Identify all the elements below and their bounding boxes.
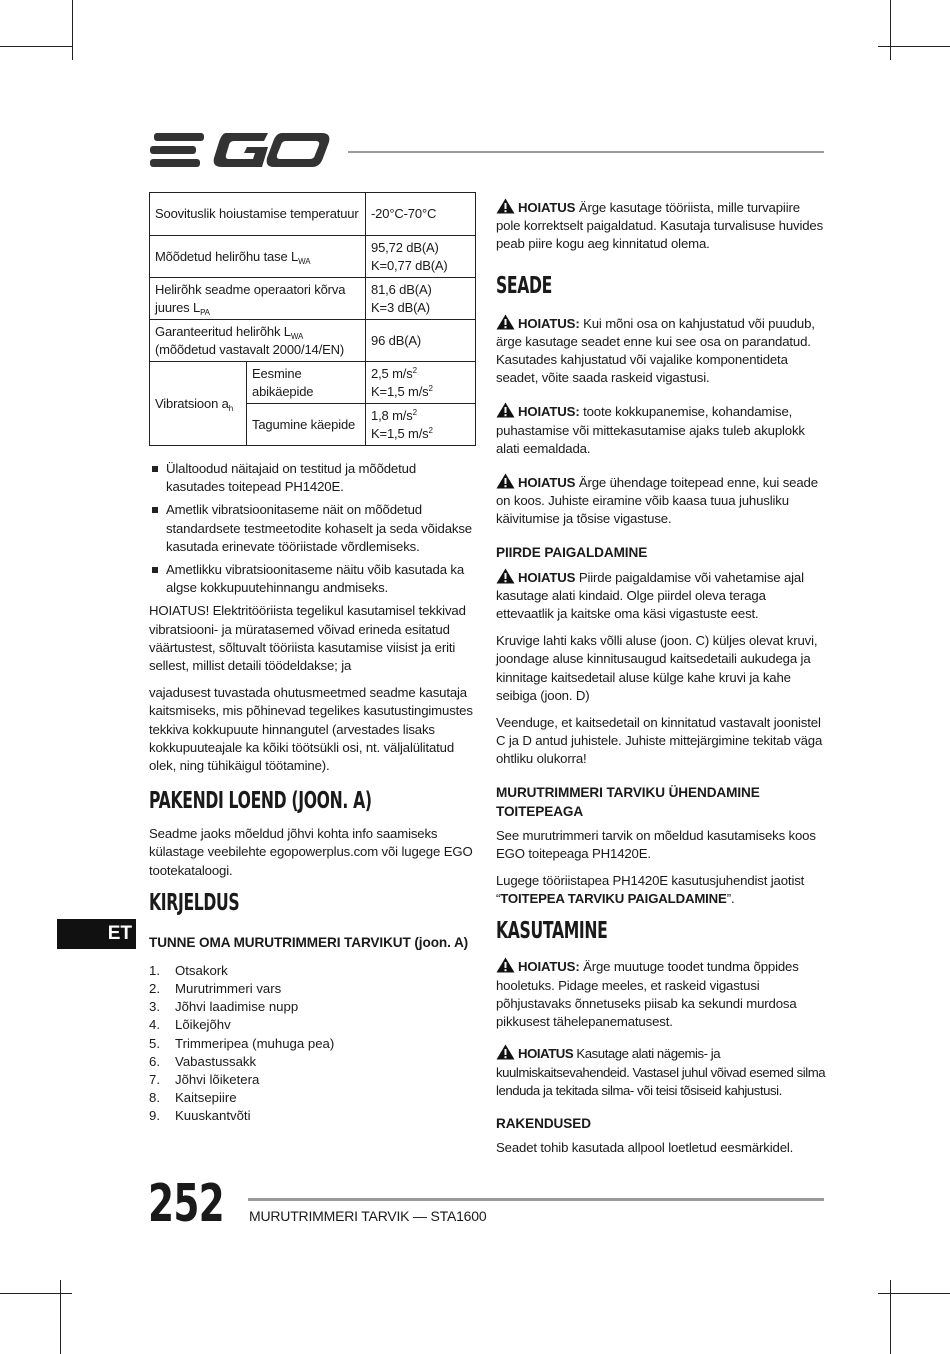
list-number: 1. xyxy=(149,962,160,978)
crop-mark xyxy=(0,1293,72,1294)
table-cell xyxy=(366,320,476,362)
rakendused-heading: RAKENDUSED xyxy=(496,1115,591,1131)
veenduge-paragraph: Veenduge, et kaitsedetail on kinnitatud vastavalt joonistel C ja D antud juhistele. Juhiste mittejärgimine tekitab väga ohtliku olukorra! xyxy=(496,715,823,767)
warning-text: Ärge muutuge toodet tundma õppides hooletuks. Pidage meeles, et raskeid vigastusi põhjustavaks õnnetuseks piisab ka sekundi murdosa pikkusest tähelepanematusest. xyxy=(496,959,799,1030)
table-cell xyxy=(150,193,366,236)
crop-mark xyxy=(60,1280,61,1354)
part-name: Vabastussakk xyxy=(175,1053,257,1069)
table-cell xyxy=(366,236,476,278)
parts-list xyxy=(149,962,476,1126)
list-number: 9. xyxy=(149,1108,160,1124)
crop-mark xyxy=(0,46,72,47)
list-item xyxy=(149,1089,476,1107)
seade-heading: SEADE xyxy=(496,272,553,299)
warning-paragraph xyxy=(496,1044,826,1100)
kruvige-paragraph: Kruvige lahti kaks võlli aluse (joon. C) küljes olevat kruvi, joondage aluse kinnitusaugud kaitsedetaili aukudega ja kinnitage kaitsedetail aluse külge kahe kruvi ja kahe seibiga (joon. D) xyxy=(496,633,818,703)
table-row xyxy=(150,362,476,404)
spec-table xyxy=(149,192,476,446)
list-item xyxy=(149,1053,476,1071)
table-row xyxy=(150,278,476,320)
tunne-heading: TUNNE OMA MURUTRIMMERI TARVIKUT (joon. A) xyxy=(149,934,469,950)
list-item: Ülaltoodud näitajaid on testitud ja mõõdetud kasutades toitepead PH1420E. xyxy=(149,460,476,496)
vibration-sub: h xyxy=(228,403,234,413)
unit-sup: 2 xyxy=(428,425,433,435)
table-cell xyxy=(366,193,476,236)
unit-sup: 2 xyxy=(412,408,417,417)
table-cell xyxy=(366,362,476,404)
crop-mark xyxy=(890,0,891,60)
warning-icon xyxy=(496,1044,515,1060)
language-tab: ET xyxy=(57,919,136,949)
lugege-text: Lugege tööriistapea PH1420E kasutusjuhendist jaotist “ xyxy=(496,873,805,907)
lpa-sub: PA xyxy=(200,307,210,317)
guaranteed-label: Garanteeritud helirõhk L xyxy=(155,324,291,339)
warning-word: HOIATUS xyxy=(518,1046,574,1062)
warning-label xyxy=(496,198,575,217)
table-cell xyxy=(150,236,366,278)
seadet-paragraph: Seadet tohib kasutada allpool loetletud eesmärkidel. xyxy=(496,1139,794,1155)
warning-icon xyxy=(496,314,515,330)
table-cell xyxy=(150,278,366,320)
uhendamine-heading: MURUTRIMMERI TARVIKU ÜHENDAMINE TOITEPEAGA xyxy=(496,784,760,819)
warning-word: HOIATUS: xyxy=(518,404,580,420)
warning-icon xyxy=(496,473,515,489)
crop-mark xyxy=(890,1280,891,1354)
lpa-label: Helirõhk seadme operaatori kõrva juures L xyxy=(155,282,346,315)
header-rule xyxy=(348,151,824,153)
front-handle-uncertainty: K=1,5 m/s xyxy=(371,383,429,399)
list-number: 8. xyxy=(149,1090,160,1106)
vajadusest-paragraph: vajadusest tuvastada ohutusmeetmed seadme kasutaja kaitsmiseks, mis põhinevad tegelikes kasutustingimustes tekkiva kokkupuute hinnangutel (arvestades lisaks kokkupuuteajale ka kõiki töötsükli osi, nt. väljalülitatud olek, ning tühikäigul töötamine). xyxy=(149,685,473,774)
part-name: Jõhvi lõiketera xyxy=(175,1072,260,1088)
warning-word: HOIATUS xyxy=(518,475,576,491)
warning-paragraph xyxy=(496,568,826,624)
rear-handle-uncertainty: K=1,5 m/s xyxy=(371,425,429,441)
warning-label xyxy=(496,957,580,976)
warning-label xyxy=(496,473,575,492)
list-number: 7. xyxy=(149,1072,160,1088)
lwa-sub: WA xyxy=(298,256,311,266)
list-item xyxy=(149,998,476,1016)
warning-icon xyxy=(496,568,515,584)
list-number: 6. xyxy=(149,1053,160,1069)
part-name: Otsakork xyxy=(175,962,228,978)
warning-label xyxy=(496,314,580,333)
list-item xyxy=(149,1107,476,1125)
crop-mark xyxy=(878,46,950,47)
list-item xyxy=(149,1035,476,1053)
list-number: 4. xyxy=(149,1017,160,1033)
part-name: Jõhvi laadimise nupp xyxy=(175,999,299,1015)
list-item xyxy=(149,980,476,998)
warning-paragraph xyxy=(496,402,826,458)
lugege-paragraph xyxy=(496,872,826,908)
list-item: Ametlikku vibratsioonitaseme näitu võib kasutada ka algse kokkupuutehinnangu andmiseks. xyxy=(149,561,476,597)
storage-value: -20°C-70°C xyxy=(371,206,437,222)
warning-word: HOIATUS: xyxy=(518,959,580,975)
lugege-reference: TOITEPEA TARVIKU PAIGALDAMINE xyxy=(500,891,727,907)
table-row xyxy=(150,320,476,362)
rear-handle-label: Tagumine käepide xyxy=(252,416,356,432)
storage-label: Soovituslik hoiustamise temperatuur xyxy=(155,206,359,222)
table-row xyxy=(150,193,476,236)
warning-icon xyxy=(496,957,515,973)
guaranteed-note: (mõõdetud vastavalt 2000/14/EN) xyxy=(155,341,345,357)
ego-logo-mark xyxy=(150,128,332,172)
warning-word: HOIATUS xyxy=(518,569,576,585)
right-column xyxy=(496,198,826,1166)
footer-title: MURUTRIMMERI TARVIK — STA1600 xyxy=(249,1208,487,1224)
warning-paragraph xyxy=(496,314,826,388)
part-name: Kuuskantvõti xyxy=(175,1108,251,1124)
warning-paragraph xyxy=(496,957,826,1031)
rear-handle-value: 1,8 m/s xyxy=(371,408,413,423)
warning-word: HOIATUS xyxy=(518,200,576,215)
vibration-label: Vibratsioon a xyxy=(155,395,229,411)
pakendi-paragraph: Seadme jaoks mõeldud jõhvi kohta info saamiseks külastage veebilehte egopowerplus.com või lugege EGO tootekataloogi. xyxy=(149,826,473,878)
left-column xyxy=(149,192,476,1126)
table-cell xyxy=(150,362,247,446)
part-name: Trimmeripea (muhuga pea) xyxy=(175,1035,335,1051)
list-item: Ametlik vibratsioonitaseme näit on mõõdetud standardsete testmeetodite kohaselt ja seda võidakse kasutada erinevate tööriistade võrdlemiseks. xyxy=(149,501,476,556)
see-paragraph: See murutrimmeri tarvik on mõeldud kasutamiseks koos EGO toitepeaga PH1420E. xyxy=(496,827,816,861)
warning-paragraph xyxy=(496,473,826,529)
page-number: 252 xyxy=(148,1174,224,1234)
warning-text: Ärge ühendage toitepead enne, kui seade on koos. Juhiste eiramine võib kaasa tuua juhusliku käivitumise ja tõsise vigastuse. xyxy=(496,475,818,527)
part-name: Lõikejõhv xyxy=(175,1017,231,1033)
table-cell xyxy=(247,362,366,404)
list-number: 2. xyxy=(149,981,160,997)
pakendi-heading: PAKENDI LOEND (JOON. A) xyxy=(149,788,372,815)
warning-text: toote kokkupanemise, kohandamise, puhastamise või mittekasutamise ajaks tuleb akuplokk alati eemaldada. xyxy=(496,404,805,456)
warning-word: HOIATUS: xyxy=(518,315,580,331)
list-item xyxy=(149,962,476,980)
warning-label xyxy=(496,568,575,587)
part-name: Kaitsepiire xyxy=(175,1090,237,1106)
crop-mark xyxy=(878,1293,950,1294)
warning-icon xyxy=(496,402,515,418)
front-handle-label: Eesmine abikäepide xyxy=(252,366,314,399)
warning-paragraph xyxy=(496,198,826,254)
part-name: Murutrimmeri vars xyxy=(175,981,282,997)
lwa-value: 95,72 dB(A) xyxy=(371,240,439,255)
list-item xyxy=(149,1016,476,1034)
front-handle-value: 2,5 m/s xyxy=(371,366,413,381)
piirde-heading: PIIRDE PAIGALDAMINE xyxy=(496,544,648,560)
kasutamine-heading: KASUTAMINE xyxy=(496,918,608,945)
unit-sup: 2 xyxy=(428,383,433,393)
warning-text: Piirde paigaldamise või vahetamise ajal kasutage alati kindaid. Olge piirdel oleva teraga ettevaatlik ja kaitske oma käsi vigastuste eest. xyxy=(496,569,804,622)
warning-icon xyxy=(496,198,515,214)
guaranteed-value: 96 dB(A) xyxy=(371,332,422,348)
notes-list xyxy=(149,460,476,597)
kirjeldus-heading: KIRJELDUS xyxy=(149,889,240,916)
unit-sup: 2 xyxy=(412,366,417,375)
guaranteed-sub: WA xyxy=(290,332,304,341)
warning-text: Kui mõni osa on kahjustatud või puudub, ärge kasutage seadet enne kui see osa on parandatud. Kasutades kahjustatud või vajalike komponentideta seadet, võite saada raskeid vigastusi. xyxy=(496,315,815,386)
hoiatus-paragraph: HOIATUS! Elektritööriista tegelikul kasutamisel tekkivad vibratsiooni- ja müratasemed võivad erineda esitatud väärtustest, sõltuvalt tööriista kasutamise viisist ja eriti sellest, millist detaili töödeldakse; ja xyxy=(149,603,466,674)
list-number: 3. xyxy=(149,999,160,1015)
table-cell xyxy=(150,320,366,362)
ego-logo xyxy=(150,128,332,172)
warning-text: Ärge kasutage tööriista, mille turvapiire pole korrektselt paigaldatud. Kasutaja turvalisuse huvides peab piire kogu aeg kinnitatud olema. xyxy=(496,200,824,252)
lpa-uncertainty: K=3 dB(A) xyxy=(371,299,430,315)
crop-mark xyxy=(72,0,73,60)
table-cell xyxy=(247,404,366,446)
warning-label xyxy=(496,1044,573,1063)
warning-label xyxy=(496,402,580,421)
list-item xyxy=(149,1071,476,1089)
table-row xyxy=(150,236,476,278)
table-cell xyxy=(366,404,476,446)
lwa-label: Mõõdetud helirõhu tase L xyxy=(155,248,299,264)
lugege-end: ”. xyxy=(726,891,735,907)
footer-rule xyxy=(248,1198,824,1201)
lwa-uncertainty: K=0,77 dB(A) xyxy=(371,257,448,273)
lpa-value: 81,6 dB(A) xyxy=(371,282,432,297)
table-cell xyxy=(366,278,476,320)
warning-text: Kasutage alati nägemis- ja kuulmiskaitsevahendeid. Vastasel juhul võivad esemed silma lenduda ja tekitada silma- või teisi tõsiseid kahjustusi. xyxy=(496,1046,826,1098)
list-number: 5. xyxy=(149,1035,160,1051)
